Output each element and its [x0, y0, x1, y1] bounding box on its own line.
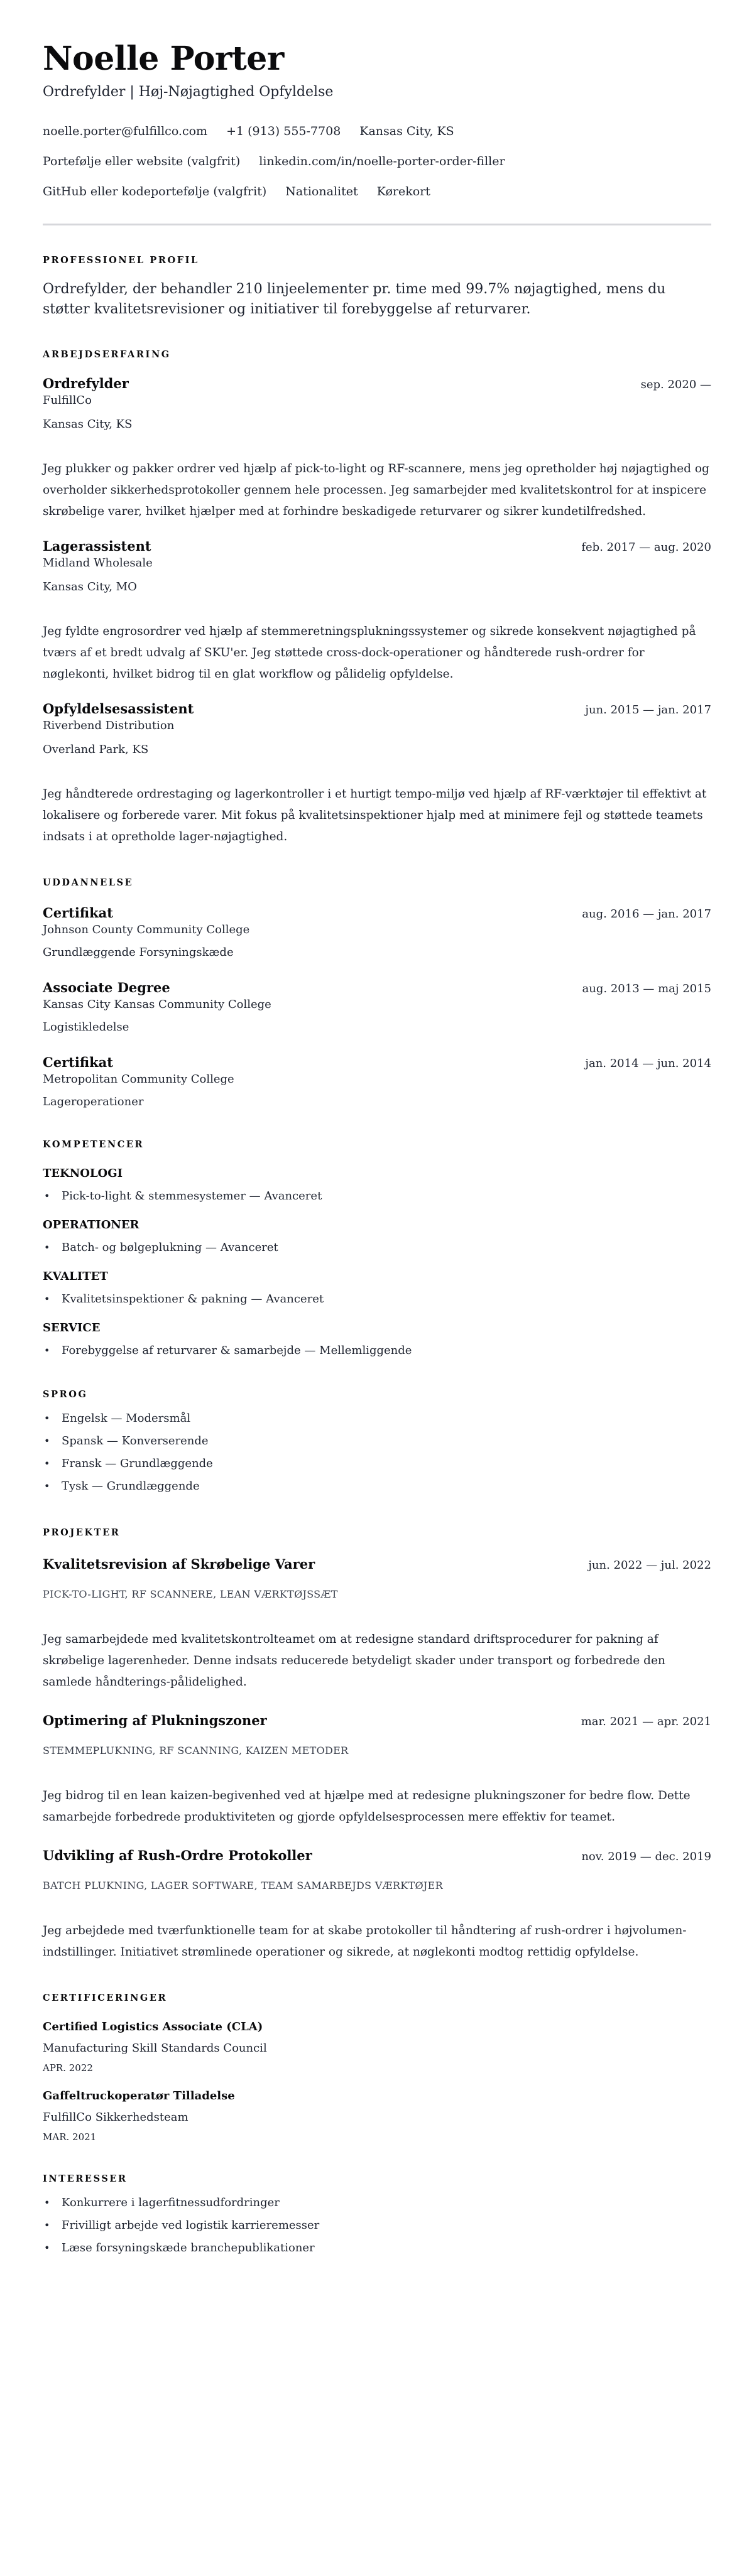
job-location: Kansas City, KS [43, 418, 133, 431]
contact-email[interactable]: noelle.porter@fulfillco.com [43, 124, 208, 138]
job-company: Midland Wholesale [43, 556, 153, 570]
job-date: feb. 2017 — aug. 2020 [581, 541, 711, 554]
job-description: Jeg fyldte engrosordrer ved hjælp af stemmeretningsplukningssystemer og sikrede konsekvent nøjagtighed på tværs af et bredt udvalg af SKU'er. Jeg støttede cross-dock-operationer og håndterede rush-ordrer for nøglekonti, hvilket bidrog til en glat workflow og pålidelig opfyldelse. [43, 625, 696, 681]
project-tech: BATCH PLUKNING, LAGER SOFTWARE, TEAM SAMARBEJDS VÆRKTØJER [43, 1880, 443, 1891]
project-tech: PICK-TO-LIGHT, RF SCANNERE, LEAN VÆRKTØJSSÆT [43, 1588, 338, 1600]
section-profile [43, 254, 711, 320]
skill-item: • Batch- og bølgeplukning — Avanceret [43, 1239, 711, 1257]
certification-entry [43, 2020, 711, 2075]
project-description: Jeg samarbejdede med kvalitetskontrolteamet om at redesigne standard driftsprocedurer for pakning af skrøbelige lagerenheder. Denne indsats reducerede betydeligt skader under transport og forbedrede den samlede håndterings-pålidelighed. [43, 1633, 665, 1689]
school-name: Metropolitan Community College [43, 1073, 234, 1086]
contact-portfolio[interactable]: Portefølje eller website (valgfrit) [43, 154, 241, 168]
interest-item: • Læse forsyningskæde branchepublikationer [43, 2237, 711, 2259]
project-entry [43, 1847, 711, 1963]
section-skills [43, 1139, 711, 1360]
section-label-skills: KOMPETENCER [43, 1139, 145, 1150]
job-title: Lagerassistent [43, 538, 151, 554]
section-label-certifications: CERTIFICERINGER [43, 1993, 168, 2003]
certification-date: APR. 2022 [43, 2062, 93, 2074]
job-location: Kansas City, MO [43, 580, 137, 593]
project-date: mar. 2021 — apr. 2021 [581, 1715, 711, 1728]
project-description: Jeg bidrog til en lean kaizen-begivenhed ved at hjælpe med at redesigne plukningszoner for bedre flow. Dette samarbejde forbedrede produktiviteten og gjorde opfyldelsesprocessen mere effektiv for teamet. [43, 1789, 691, 1824]
interest-item: • Frivilligt arbejde ved logistik karrieremesser [43, 2214, 711, 2237]
education-entry [43, 1054, 711, 1110]
certification-date: MAR. 2021 [43, 2131, 97, 2143]
contact-nationality: Nationalitet [285, 185, 358, 198]
interest-list [43, 2192, 711, 2259]
contact-drivers-license: Kørekort [376, 185, 430, 198]
job-title: Opfyldelsesassistent [43, 701, 194, 717]
project-tech: STEMMEPLUKNING, RF SCANNING, KAIZEN METODER [43, 1745, 349, 1756]
contact-phone[interactable]: +1 (913) 555-7708 [226, 124, 341, 138]
skill-group-title: TEKNOLOGI [43, 1167, 123, 1180]
contact-row-extra [43, 183, 711, 200]
language-item: • Spansk — Konverserende [43, 1430, 711, 1453]
field-of-study: Logistikledelse [43, 1020, 129, 1034]
experience-entry [43, 538, 711, 685]
experience-entry [43, 375, 711, 522]
certification-entry [43, 2089, 711, 2144]
contact-github[interactable]: GitHub eller kodeportefølje (valgfrit) [43, 185, 267, 198]
skill-item: • Forebyggelse af returvarer & samarbejde — Mellemliggende [43, 1342, 711, 1360]
education-entry [43, 979, 711, 1035]
resume-header [43, 36, 711, 225]
skill-item: • Pick-to-light & stemmesystemer — Avanceret [43, 1188, 711, 1205]
skill-group-title: SERVICE [43, 1321, 101, 1334]
job-description: Jeg håndterede ordrestaging og lagerkontroller i et hurtigt tempo-miljø ved hjælp af RF-værktøjer til effektivt at lokalisere og forberede varer. Mit fokus på kvalitetsinspektioner hjalp med at minimere fejl og støttede teamets indsats i at opretholde lager-nøjagtighed. [43, 787, 707, 843]
certification-title: Gaffeltruckoperatør Tilladelse [43, 2089, 235, 2102]
section-label-education: UDDANNELSE [43, 877, 134, 888]
education-date: jan. 2014 — jun. 2014 [585, 1057, 711, 1070]
project-description: Jeg arbejdede med tværfunktionelle team for at skabe protokoller til håndtering af rush-ordrer i højvolumen-indstillinger. Initiativet strømlinede operationer og sikrede, at nøglekonti modtog rettidig opfyldelse. [43, 1924, 687, 1959]
profile-summary: Ordrefylder, der behandler 210 linjeelementer pr. time med 99.7% nøjagtighed, mens du støtter kvalitetsrevisioner og initiativer til forebyggelse af returvarer. [43, 281, 666, 317]
degree-title: Certifikat [43, 905, 113, 921]
field-of-study: Lageroperationer [43, 1095, 144, 1108]
section-certifications [43, 1992, 711, 2144]
job-title: Ordrefylder [43, 376, 129, 391]
headline: Ordrefylder | Høj-Nøjagtighed Opfyldelse [43, 84, 334, 100]
job-company: Riverbend Distribution [43, 719, 175, 732]
language-item: • Tysk — Grundlæggende [43, 1475, 711, 1498]
project-date: jun. 2022 — jul. 2022 [588, 1559, 711, 1572]
section-label-experience: ARBEJDSERFARING [43, 349, 171, 360]
certification-title: Certified Logistics Associate (CLA) [43, 2020, 263, 2033]
contact-row-links [43, 153, 711, 170]
section-label-interests: INTERESSER [43, 2173, 128, 2184]
job-description: Jeg plukker og pakker ordrer ved hjælp af pick-to-light og RF-scannere, mens jeg opretholder høj nøjagtighed og overholder sikkerhedsprotokoller gennem hele processen. Jeg samarbejder med kvalitetskontrol for at inspicere skrøbelige varer, hvilket hjælper med at forhindre beskadigede returvarer og sikrer kundetilfredshed. [43, 462, 709, 518]
project-title: Optimering af Plukningszoner [43, 1713, 267, 1728]
project-entry [43, 1712, 711, 1828]
contact-row-primary [43, 123, 711, 139]
job-company: FulfillCo [43, 394, 92, 407]
skill-list [43, 1342, 711, 1360]
language-item: • Fransk — Grundlæggende [43, 1453, 711, 1475]
project-entry [43, 1556, 711, 1693]
experience-entry [43, 700, 711, 848]
project-date: nov. 2019 — dec. 2019 [581, 1850, 711, 1863]
section-languages [43, 1388, 711, 1498]
job-location: Overland Park, KS [43, 743, 149, 756]
section-education [43, 877, 711, 1110]
certification-issuer: Manufacturing Skill Standards Council [43, 2042, 267, 2055]
section-projects [43, 1527, 711, 1963]
job-date: sep. 2020 — [640, 378, 711, 391]
education-date: aug. 2013 — maj 2015 [582, 982, 711, 995]
skill-group-title: KVALITET [43, 1270, 108, 1283]
skill-list [43, 1188, 711, 1205]
section-label-languages: SPROG [43, 1389, 88, 1400]
project-title: Kvalitetsrevision af Skrøbelige Varer [43, 1556, 315, 1572]
interest-item: • Konkurrere i lagerfitnessudfordringer [43, 2192, 711, 2214]
project-title: Udvikling af Rush-Ordre Protokoller [43, 1848, 312, 1863]
school-name: Johnson County Community College [43, 923, 250, 936]
language-item: • Engelsk — Modersmål [43, 1407, 711, 1430]
skill-list [43, 1239, 711, 1257]
language-list [43, 1407, 711, 1498]
contact-location: Kansas City, KS [359, 124, 454, 138]
degree-title: Associate Degree [43, 980, 170, 995]
candidate-name: Noelle Porter [43, 40, 284, 78]
certification-issuer: FulfillCo Sikkerhedsteam [43, 2111, 188, 2124]
skill-item: • Kvalitetsinspektioner & pakning — Avanceret [43, 1291, 711, 1308]
skill-list [43, 1291, 711, 1308]
skill-group-title: OPERATIONER [43, 1218, 139, 1231]
section-label-projects: PROJEKTER [43, 1527, 121, 1538]
section-label-profile: PROFESSIONEL PROFIL [43, 255, 199, 266]
section-experience [43, 349, 711, 848]
job-date: jun. 2015 — jan. 2017 [585, 703, 711, 717]
school-name: Kansas City Kansas Community College [43, 998, 271, 1011]
education-date: aug. 2016 — jan. 2017 [582, 907, 711, 921]
field-of-study: Grundlæggende Forsyningskæde [43, 946, 234, 959]
section-interests [43, 2173, 711, 2259]
degree-title: Certifikat [43, 1054, 113, 1070]
contact-linkedin[interactable]: linkedin.com/in/noelle-porter-order-filler [259, 154, 505, 168]
education-entry [43, 904, 711, 960]
header-divider [43, 224, 711, 225]
